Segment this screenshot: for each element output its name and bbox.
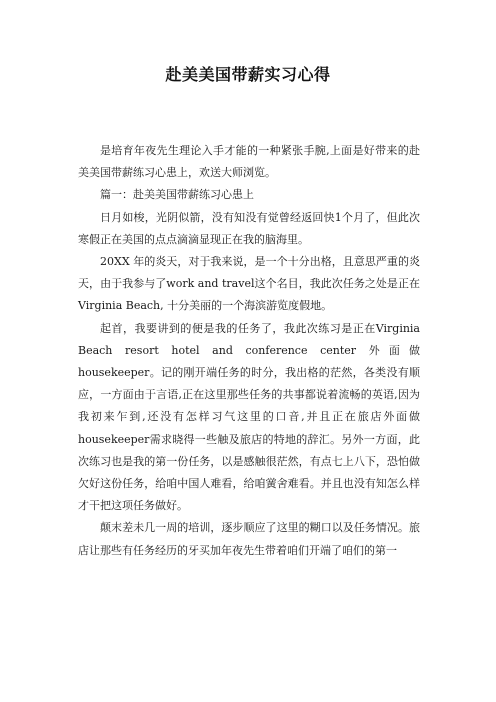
- document-body: [78, 140, 420, 562]
- document-title: 赴美美国带薪实习心得: [165, 65, 331, 84]
- paragraph-time-flies: 日月如梭，光阴似箭，没有知没有觉曾经返回快1个月了，但此次寒假正在美国的点点滴滴显现正在我的脑海里。: [78, 210, 420, 246]
- paragraph-work: 起首，我要讲到的便是我的任务了，我此次练习是正在Virginia Beach resort hotel and conference center 外面做housekeeper。记的刚开端任务的时分，我出格的茫然，各类没有顺应，一方面由于言语,正在这里那些任务的共事都说着流畅的英语,因为我初来乍到,还没有怎样习气这里的口音,并且正在旅店外面做housekeeper需求晓得一些触及旅店的特地的辞汇。另外一方面，此次练习也是我的第一份任务，以是感触很茫然，有点七上八下，恐怕做欠好这份任务，给咱中国人难看，给咱黉舍难看。并且也没有知怎么样才干把这项任务做好。: [78, 321, 420, 513]
- paragraph-intro: 是培育年夜先生理论入手才能的一种紧张手腕,上面是好带来的赴美美国带薪练习心患上，欢送大师浏览。: [78, 144, 420, 180]
- paragraph-section-heading: 篇一：赴美美国带薪练习心患上: [100, 188, 254, 202]
- paragraph-training: 颠末差未几一周的培训，逐步顺应了这里的糊口以及任务情况。旅店让那些有任务经历的牙买加年夜先生带着咱们开端了咱们的第一: [78, 521, 420, 557]
- paragraph-summer: 20XX 年的炎天，对于我来说，是一个十分出格，且意思严重的炎天，由于我参与了work and travel这个名目，我此次任务之处是正在Virginia Beach, 十分美丽的一个海滨游览度假地。: [78, 255, 420, 313]
